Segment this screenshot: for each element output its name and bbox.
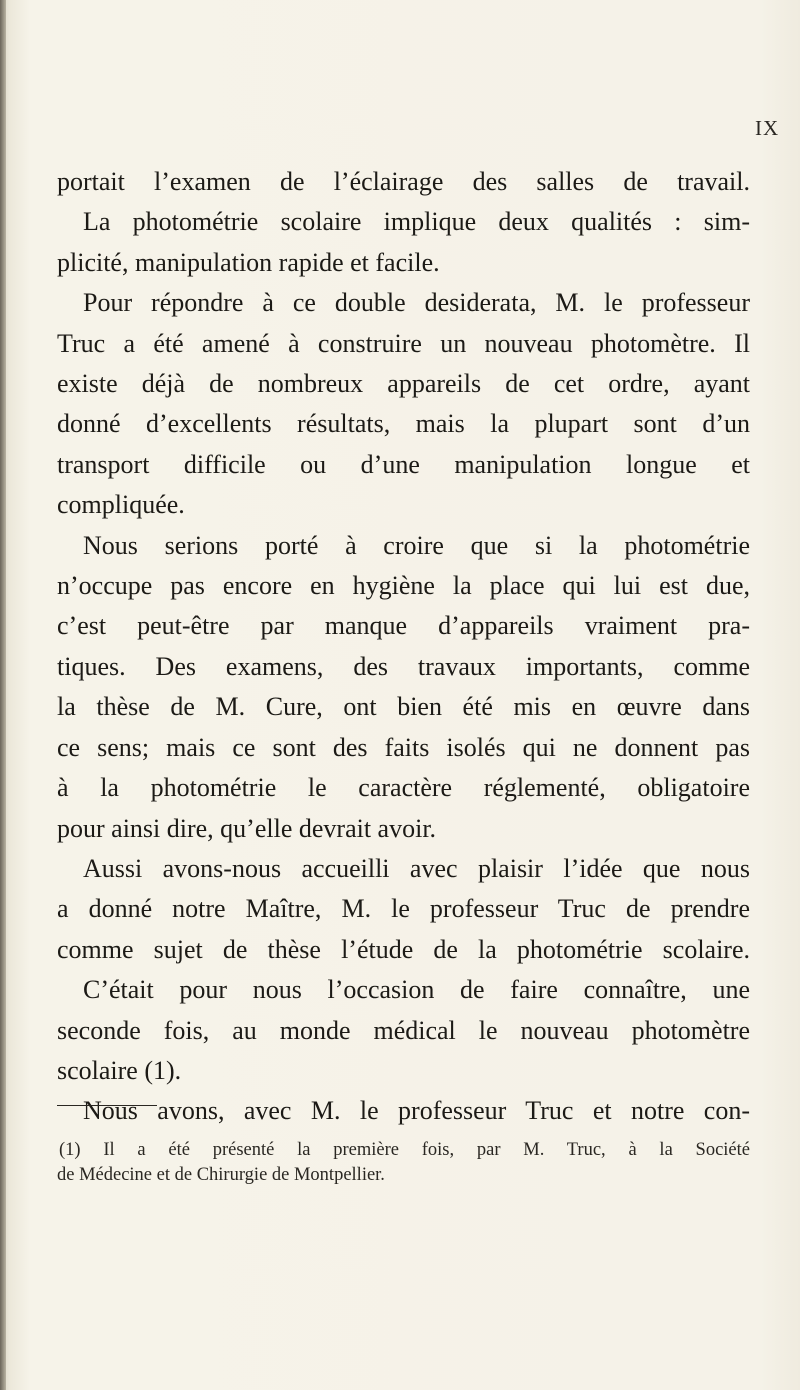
- text-line: existe déjà de nombreux appareils de cet ordre, ayant: [57, 369, 750, 399]
- text-line: compliquée.: [57, 490, 185, 520]
- text-line: C’était pour nous l’occasion de faire connaître, une: [83, 975, 750, 1005]
- text-line: comme sujet de thèse l’étude de la photométrie scolaire.: [57, 934, 750, 964]
- footnote-line: de Médecine et de Chirurgie de Montpellier.: [57, 1165, 385, 1185]
- text-line: ce sens; mais ce sont des faits isolés qui ne donnent pas: [57, 732, 750, 762]
- text-line: transport difficile ou d’une manipulation longue et: [57, 449, 750, 479]
- text-line: Pour répondre à ce double desiderata, M. le professeur: [83, 288, 750, 318]
- text-line: seconde fois, au monde médical le nouveau photomètre: [57, 1015, 750, 1045]
- text-line: donné d’excellents résultats, mais la plupart sont d’un: [57, 409, 750, 439]
- text-line: plicité, manipulation rapide et facile.: [57, 247, 440, 277]
- text-line: tiques. Des examens, des travaux importants, comme: [57, 651, 750, 681]
- footnote-line: (1) Il a été présenté la première fois, par M. Truc, à la Société: [59, 1140, 750, 1160]
- text-line: c’est peut-être par manque d’appareils vraiment pra-: [57, 611, 750, 641]
- text-line: pour ainsi dire, qu’elle devrait avoir.: [57, 813, 437, 843]
- body-text: [57, 162, 750, 1132]
- binding-edge: [0, 0, 6, 1390]
- footnote: [57, 1138, 750, 1188]
- page-number: IX: [755, 116, 780, 140]
- text-line: n’occupe pas encore en hygiène la place qui lui est due,: [57, 571, 750, 601]
- text-line: Nous avons, avec M. le professeur Truc et notre con-: [83, 1096, 750, 1126]
- text-line: Truc a été amené à construire un nouveau photomètre. Il: [57, 328, 750, 358]
- text-line: Nous serions porté à croire que si la photométrie: [83, 530, 750, 560]
- text-line: Aussi avons-nous accueilli avec plaisir l’idée que nous: [83, 853, 750, 883]
- text-line: à la photométrie le caractère réglementé, obligatoire: [57, 773, 750, 803]
- text-line: la thèse de M. Cure, ont bien été mis en œuvre dans: [57, 692, 750, 722]
- text-line: La photométrie scolaire implique deux qualités : sim-: [83, 207, 750, 237]
- text-line: a donné notre Maître, M. le professeur Truc de prendre: [57, 894, 750, 924]
- text-line: portait l’examen de l’éclairage des salles de travail.: [57, 167, 750, 196]
- footnote-divider: [57, 1105, 157, 1106]
- text-line: scolaire (1).: [57, 1055, 182, 1085]
